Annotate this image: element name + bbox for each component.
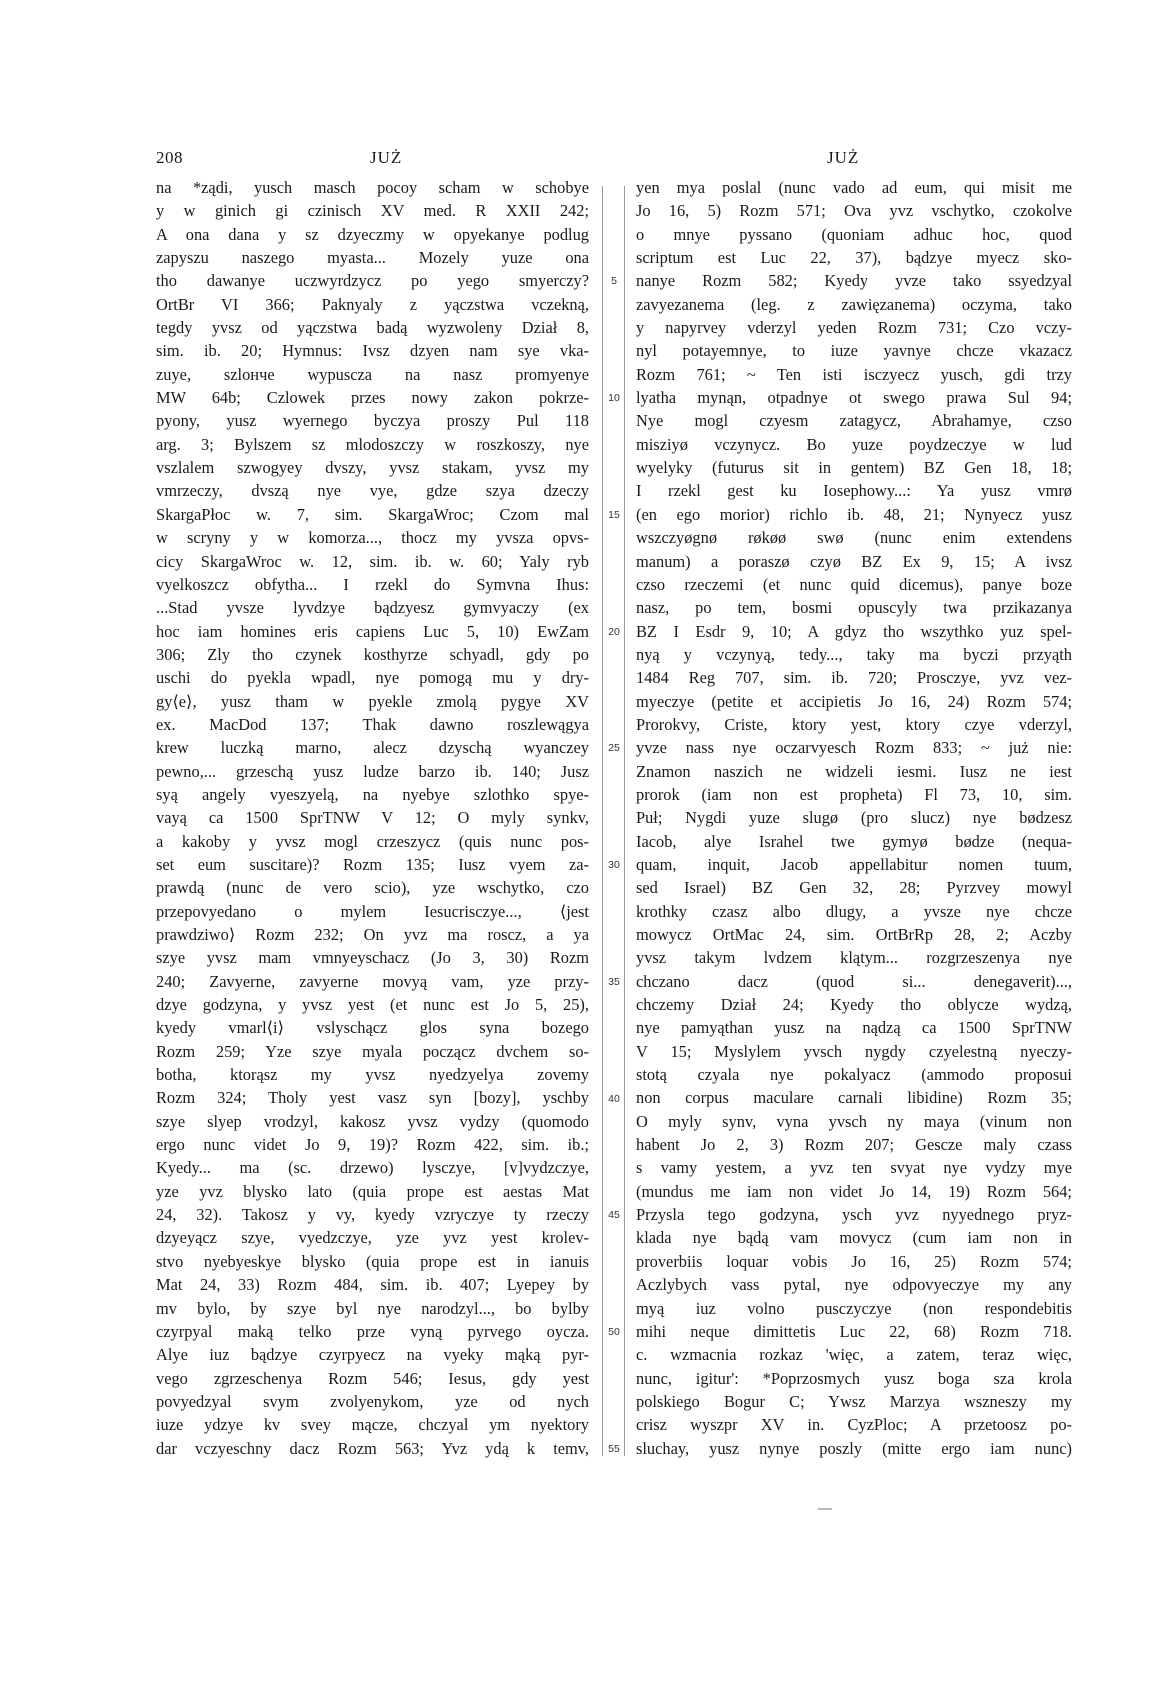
text-line: Kyedy... ma (sc. drzewo) lysczye, [v]vydzczye, [156, 1158, 589, 1178]
line-number: 55 [608, 1442, 620, 1455]
page-header [0, 148, 1160, 172]
running-headword-left: JUŻ [370, 148, 403, 167]
column-rule-right [624, 186, 625, 1456]
text-line: dzye godzyna, y yvsz yest (et nunc est Jo 5, 25), [156, 995, 589, 1015]
text-line: Rozm 324; Tholy yest vasz syn [bozy], yschby [156, 1088, 589, 1108]
line-number: 5 [611, 275, 617, 288]
text-line: klada nye bądą vam movycz (cum iam non in [636, 1228, 1072, 1248]
text-line: yvsz takym lvdzem klątym... rozgrzeszenya nye [636, 948, 1072, 968]
text-line: prawdziwo⟩ Rozm 232; On yvz ma roscz, a ya [156, 925, 589, 944]
text-line: stvo nyebyeskye blysko (quia prope est in ianuis [156, 1251, 589, 1271]
left-text-column [156, 176, 589, 1460]
text-line: myą iuz volno pusczyczye (non respondebitis [636, 1298, 1072, 1318]
text-line: SkargaPłoc w. 7, sim. SkargaWroc; Czom mal [156, 504, 589, 524]
text-line: Mat 24, 33) Rozm 484, sim. ib. 407; Lyepey by [156, 1275, 589, 1295]
text-line: BZ I Esdr 9, 10; A gdyz tho wszythko yuz spel- [636, 621, 1072, 641]
text-line: V 15; Myslylem yvsch nygdy czyelestną nyeczy- [636, 1041, 1072, 1061]
text-line: chczemy Dział 24; Kyedy tho oblycze wydzą, [636, 995, 1072, 1015]
text-line: mowycz OrtMac 24, sim. OrtBrRp 28, 2; Aczby [636, 925, 1072, 944]
text-line: arg. 3; Bylszem sz mlodoszczy w roszkoszy, nye [156, 434, 589, 454]
text-line: nanye Rozm 582; Kyedy yvze tako ssyedzyal [636, 271, 1072, 291]
text-line: quam, inquit, Jacob appellabitur nomen tuum, [636, 854, 1072, 874]
text-line: szye yvsz mam vmnyeyschacz (Jo 3, 30) Rozm [156, 948, 589, 968]
text-line: stotą czyala nye pokalyacz (ammodo proposui [636, 1065, 1072, 1085]
running-headword-right: JUŻ [827, 148, 860, 167]
text-line: syą angely vyeszyelą, na nyebye szlothko spye- [156, 784, 589, 804]
text-line: zapyszu naszego myasta... Mozely yuze ona [156, 248, 589, 268]
text-line: nyl potayemnye, to iuze yavnye chcze vkazacz [636, 341, 1072, 361]
text-line: Prorokvy, Criste, ktory yest, ktory czye vderzyl, [636, 714, 1072, 734]
text-line: dar vczyeschny dacz Rozm 563; Yvz ydą k temv, [156, 1438, 589, 1458]
text-line: 240; Zavyerne, zavyerne movyą vam, yze przy- [156, 971, 589, 991]
text-line: nyą y vczynyą, tedy..., taky ma byczi przyąth [636, 644, 1072, 664]
text-line: (mundus me iam non videt Jo 14, 19) Rozm 564; [636, 1181, 1072, 1201]
text-line: misziyø vczynycz. Bo yuze poydzeczye w lud [636, 434, 1072, 454]
text-line: non corpus maculare carnali libidine) Rozm 35; [636, 1088, 1072, 1108]
text-line: myeczye (petite et accipietis Jo 16, 24) Rozm 574; [636, 691, 1072, 711]
text-line: pyony, yusz wyernego byczya proszy Pul 118 [156, 411, 589, 431]
text-line: sim. ib. 20; Hymnus: Ivsz dzyen nam sye vka- [156, 341, 589, 361]
text-line: vyelkoszcz obfytha... I rzekl do Symvna Ihus: [156, 574, 589, 594]
page-mark [818, 1508, 832, 1510]
text-line: kyedy vmarl⟨i⟩ vslyschącz glos syna bozego [156, 1018, 589, 1038]
text-line: proverbiis loquar vobis Jo 16, 25) Rozm 574; [636, 1251, 1072, 1271]
text-line: na *ządi, yusch masch pocoy scham w schobye [156, 178, 589, 197]
text-line: mihi neque dimittetis Luc 22, 68) Rozm 718. [636, 1321, 1072, 1341]
text-line: gy⟨e⟩, yusz tham w pyekle zmolą pygye XV [156, 691, 589, 711]
text-line: vego zgrzeschenya Rozm 546; Iesus, gdy yest [156, 1368, 589, 1388]
line-number: 45 [608, 1209, 620, 1222]
line-number: 35 [608, 975, 620, 988]
text-line: czso rzeczemi (et nunc quid dicemus), panye boze [636, 574, 1072, 594]
text-line: czyrpyal maką telko prze vyną pyrvego oycza. [156, 1321, 589, 1341]
text-line: Znamon naszich ne widzeli iesmi. Iusz ne iest [636, 761, 1072, 781]
line-number: 50 [608, 1326, 620, 1339]
text-line: zavyezanema (leg. z zawięzanema) oczyma, tako [636, 294, 1072, 314]
text-line: nye pamyąthan yusz na nądzą ca 1500 SprTNW [636, 1018, 1072, 1038]
text-line: wyelyky (futurus sit in gentem) BZ Gen 18, 18; [636, 458, 1072, 478]
text-line: vszlalem szwogyey dvszy, yvsz stakam, yvsz my [156, 458, 589, 478]
text-line: OrtBr VI 366; Paknyaly z yączstwa vczekną, [156, 294, 589, 314]
text-line: O myly synv, vyna yvsch ny maya (vinum non [636, 1111, 1072, 1131]
text-line: nasz, po tem, bosmi opuscyly twa przikazanya [636, 598, 1072, 618]
line-number: 10 [608, 392, 620, 405]
text-line: zuye, szlончe wypuscza na nasz promyenye [156, 364, 589, 384]
text-line: 1484 Reg 707, sim. ib. 720; Prosczye, yvz vez- [636, 668, 1072, 688]
column-rule-left [602, 186, 603, 1456]
text-line: yvze nass nye oczarvyesch Rozm 833; ~ już nie: [636, 738, 1072, 758]
text-line: yen mya poslal (nunc vado ad eum, qui misit me [636, 178, 1072, 197]
text-line: Iacob, alye Israhel twe gymyø bødze (nequa- [636, 831, 1072, 851]
text-line: manum) a poraszø czyø BZ Ex 9, 15; A ivsz [636, 551, 1072, 571]
text-line: o mnye pyssano (quoniam adhuc hoc, quod [636, 224, 1072, 244]
text-line: 24, 32). Takosz y vy, kyedy vzryczye ty rzeczy [156, 1205, 589, 1225]
text-line: y napyrvey vderzyl yeden Rozm 731; Czo vczy- [636, 318, 1072, 338]
text-line: scriptum est Luc 22, 37), bądzye myecz sko- [636, 248, 1072, 268]
text-line: chczano dacz (quod si... denegaverit)..., [636, 971, 1072, 991]
text-line: crisz wyszpr XV in. CyzPloc; A przetoosz po- [636, 1415, 1072, 1435]
text-line: Nye mogl czyesm zatagycz, Abrahamye, czso [636, 411, 1072, 431]
text-line: polskiego Bogur C; Ywsz Marzya wszneszy my [636, 1391, 1072, 1411]
text-line: lyatha mynąn, otpadnye ot swego prawa Sul 94; [636, 388, 1072, 408]
text-line: iuze ydzye kv svey mącze, chczyal ym nyektory [156, 1415, 589, 1435]
text-line: ergo nunc videt Jo 9, 19)? Rozm 422, sim. ib.; [156, 1135, 589, 1155]
text-line: a kakoby y yvsz mogl crzeszycz (quis nunc pos- [156, 831, 589, 851]
text-line: mv bylo, by szye byl nye narodzyl..., bo bylby [156, 1298, 589, 1318]
text-line: c. wzmacnia rozkaz 'więc, a zatem, teraz więc, [636, 1345, 1072, 1365]
text-line: przepovyedano o mylem Iesucrisczye..., ⟨jest [156, 901, 589, 921]
text-line: szye slyep vrodzyl, kakosz yvsz vydzy (quomodo [156, 1111, 589, 1131]
text-line: dzyeyącz szye, vyedzczye, yze yvz yest krolev- [156, 1228, 589, 1248]
text-line: nunc, igitur': *Poprzosmych yusz boga sza krola [636, 1368, 1072, 1388]
text-line: 306; Zly tho czynek kosthyrze schyadl, gdy po [156, 644, 589, 664]
text-line: Rozm 761; ~ Ten isti isczyecz yusch, gdi trzy [636, 364, 1072, 384]
text-line: y w ginich gi czinisch XV med. R XXII 242; [156, 201, 589, 221]
text-line: botha, ktorąsz my yvsz nyedzyelya zovemy [156, 1065, 589, 1085]
text-line: tegdy yvsz od yączstwa badą wyzwoleny Dział 8, [156, 318, 589, 338]
line-number: 20 [608, 625, 620, 638]
text-line: cicy SkargaWroc w. 12, sim. ib. w. 60; Yaly ryb [156, 551, 589, 571]
text-line: yze yvz blysko lato (quia prope est aestas Mat [156, 1181, 589, 1201]
text-line: prorok (iam non est propheta) Fl 73, 10, sim. [636, 784, 1072, 804]
text-line: Jo 16, 5) Rozm 571; Ova yvz vschytko, czokolve [636, 201, 1072, 221]
text-line: hoc iam homines eris capiens Luc 5, 10) EwZam [156, 621, 589, 641]
text-line: ex. MacDod 137; Thak dawno roszlewągya [156, 714, 589, 734]
text-line: wszczyøgnø røkøø swø (nunc enim extendens [636, 528, 1072, 548]
text-line: uschi do pyekla wpadl, nye pomogą mu y dry- [156, 668, 589, 688]
line-number: 15 [608, 508, 620, 521]
text-line: set eum suscitare)? Rozm 135; Iusz vyem za- [156, 854, 589, 874]
text-line: prawdą (nunc de vero scio), yze wschytko, czo [156, 878, 589, 898]
text-line: sluchay, yusz nynye poszly (mitte ergo iam nunc) [636, 1438, 1072, 1458]
text-line: vmrzeczy, dvszą nye vye, gdze szya dzeczy [156, 481, 589, 501]
text-line: Alye iuz bądzye czyrpyecz na vyeky mąką pyr- [156, 1345, 589, 1365]
text-line: MW 64b; Czlowek przes nowy zakon pokrze- [156, 388, 589, 408]
text-line: pewno,... grzeschą yusz ludze barzo ib. 140; Jusz [156, 761, 589, 781]
text-line: habent Jo 2, 3) Rozm 207; Gescze maly czass [636, 1135, 1072, 1155]
text-line: w scryny y w komorza..., thocz my yvsza opvs- [156, 528, 589, 548]
text-line: I rzekl gest ku Iosephowy...: Ya yusz vmrø [636, 481, 1072, 501]
text-line: Przysla tego godzyna, ysch yvz nyyednego pryz- [636, 1205, 1072, 1225]
line-number: 40 [608, 1092, 620, 1105]
text-line: vayą ca 1500 SprTNW V 12; O myly synkv, [156, 808, 589, 828]
text-line: ...Stad yvsze lyvdzye bądzyesz gymvyaczy (ex [156, 598, 589, 618]
text-line: (en ego morior) richlo ib. 48, 21; Nynyecz yusz [636, 504, 1072, 524]
text-line: s vamy yestem, a yvz ten svyat nye vydzy mye [636, 1158, 1072, 1178]
text-line: Puł; Nygdi yuze slugø (pro slucz) nye bødzesz [636, 808, 1072, 828]
text-line: Rozm 259; Yze szye myala począcz dvchem so- [156, 1041, 589, 1061]
line-number: 30 [608, 859, 620, 872]
text-line: krew luczką marno, alecz dzyschą wyanczey [156, 738, 589, 758]
text-line: povyedzyal svym zvolyenykom, yze od nych [156, 1391, 589, 1411]
text-line: Aczlybych vass pytal, nye odpovyeczye my any [636, 1275, 1072, 1295]
page-number: 208 [156, 148, 183, 167]
text-line: krothky czasz albo dlugy, a yvsze nye chcze [636, 901, 1072, 921]
right-text-column [636, 176, 1072, 1460]
text-line: A ona dana y sz dzyeczmy w opyekanye podlug [156, 224, 589, 244]
text-line: tho dawanye uczwyrdzycz po yego smyerczy? [156, 271, 589, 291]
text-line: sed Israel) BZ Gen 32, 28; Pyrzvey mowyl [636, 878, 1072, 898]
line-number: 25 [608, 742, 620, 755]
